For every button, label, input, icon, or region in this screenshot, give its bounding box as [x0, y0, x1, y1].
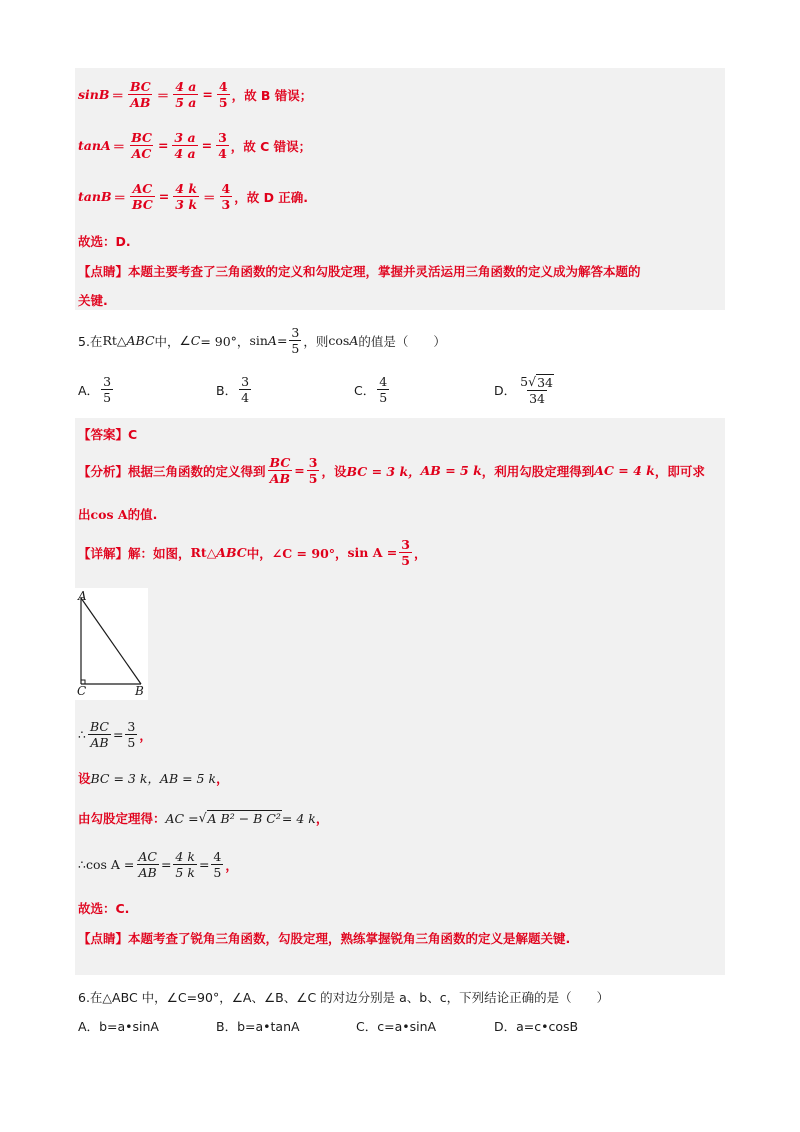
comment-line-1: 【点睛】本题主要考查了三角函数的定义和勾股定理，掌握并灵活运用三角函数的定义成为解答本题的 [78, 264, 641, 279]
question-6-stem: 6.在△ABC 中，∠C=90°，∠A、∠B、∠C 的对边分别是 a、b、c，下列结论正确的是（ ） [78, 990, 610, 1005]
sqrt: √ 34 [528, 374, 553, 390]
tanb-line: tanB ＝ $\frac{AC}{BC}$ = $\frac{4 k}{3 k}$ ＝ $\frac{4}{3}$ ，故 D 正确. [78, 181, 309, 212]
therefore-line-1: ∴ $\frac{BC}{AB}$ = $\frac{3}{5}$ ， [78, 719, 152, 750]
analysis-line-2: 出 cos A 的值. [78, 506, 158, 522]
fraction: $\frac{4}{5}$ [218, 79, 228, 110]
tana-line: tanA ＝ $\frac{BC}{AC}$ = $\frac{3 a}{4 a}$ = $\frac{3}{4}$ ，故 C 错误； [78, 130, 312, 161]
cos-line: ∴ cos A = $\frac{AC}{AB}$ = $\frac{4 k}{5 k}$ = $\frac{4}{5}$ ， [78, 849, 238, 880]
fraction: $\frac{BC}{AB}$ [269, 455, 291, 486]
option-b[interactable]: B． $\frac{3}{4}$ [216, 374, 250, 405]
option-a[interactable]: A． $\frac{3}{5}$ [78, 374, 112, 405]
set-line: 设 BC = 3 k， AB = 5 k ， [78, 770, 229, 786]
option-d[interactable]: D． 5√ 34 34 [494, 374, 558, 406]
vertex-label-a: A [78, 589, 87, 603]
fraction: $\frac{AC}{BC}$ [132, 181, 153, 212]
analysis-line-1: 【分析】根据三角函数的定义得到 $\frac{BC}{AB}$ = $\frac{3}{5}$ ，设 BC = 3 k， AB = 5 k ，利用勾股定理得到 AC = 4 k ，即可求 [78, 455, 705, 486]
pythagoras-line: 由勾股定理得： AC = √ A B² − B C² = 4 k ， [78, 810, 329, 826]
detail-line: 【详解】解：如图， Rt △ABC 中， ∠C = 90°， sin A = $\frac{3}{5}$ ， [78, 537, 427, 568]
triangle-figure [75, 588, 148, 700]
q6-option-c[interactable]: C． c=a•sinA [356, 1018, 437, 1034]
fraction: $\frac{4}{3}$ [221, 181, 231, 212]
fraction: $\frac{4 a}{5 a}$ [175, 79, 197, 110]
vertex-label-b: B [135, 684, 144, 698]
comment-line-q5: 【点睛】本题考查了锐角三角函数，勾股定理，熟练掌握锐角三角函数的定义是解题关键. [78, 931, 571, 946]
sinb-line: sinB ＝ $\frac{BC}{AB}$ ＝ $\frac{4 a}{5 a}$ = $\frac{4}{5}$ ，故 B 错误； [78, 79, 313, 110]
fraction: $\frac{3}{5}$ [401, 537, 410, 568]
q6-option-d[interactable]: D． a=c•cosB [494, 1018, 579, 1034]
choose-line-q5: 故选：C. [78, 901, 130, 916]
option-c[interactable]: C． $\frac{4}{5}$ [354, 374, 388, 405]
q6-option-a[interactable]: A． b=a•sinA [78, 1018, 159, 1034]
fraction: $\frac{3}{5}$ [127, 719, 136, 750]
fraction: $\frac{3}{5}$ [291, 325, 300, 356]
vertex-label-c: C [77, 684, 87, 698]
fraction: $\frac{4}{5}$ [379, 374, 388, 405]
answer-line: 【答案】C [78, 427, 138, 442]
choose-line-q4: 故选：D. [78, 234, 131, 249]
fraction: $\frac{3}{4}$ [218, 130, 227, 161]
comment-line-2: 关键. [78, 293, 108, 308]
question-5-stem: 5.在 Rt △ ABC 中， ∠ C = 90°， sin A = $\frac{3}{5}$ ，则 cos A 的值是（ ） [78, 325, 446, 356]
fraction: $\frac{3}{5}$ [308, 455, 318, 486]
q6-option-b[interactable]: B． b=a•tanA [216, 1018, 300, 1034]
fraction: $\frac{3}{4}$ [241, 374, 250, 405]
solution-block-q5 [75, 418, 725, 975]
fraction: $\frac{AC}{AB}$ [138, 849, 157, 880]
fraction: $\frac{4}{5}$ [213, 849, 222, 880]
fraction: $\frac{BC}{AC}$ [131, 130, 152, 161]
fraction: $\frac{4 k}{5 k}$ [175, 849, 195, 880]
fraction: $\frac{4 k}{3 k}$ [175, 181, 197, 212]
fraction: $\frac{3}{5}$ [103, 374, 112, 405]
sqrt: √ A B² − B C² [198, 810, 281, 826]
fraction: $\frac{3 a}{4 a}$ [174, 130, 196, 161]
fraction: $\frac{BC}{AB}$ [129, 79, 151, 110]
fraction: $\frac{BC}{AB}$ [89, 719, 109, 750]
fraction: 5√ 34 34 [520, 374, 553, 406]
